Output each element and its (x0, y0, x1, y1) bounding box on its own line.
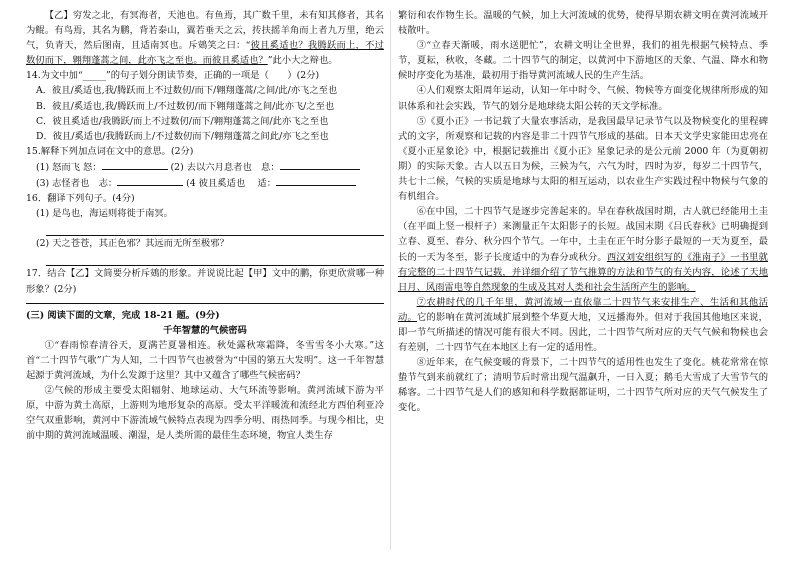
article-para-2: ②气候的形成主要受太阳辐射、地球运动、大气环流等影响。黄河流域下游为平原，中游为黄土高原，上游则为地形复杂的高原。受太平洋暖流和流经北方西伯利亚冷空气双重影响，黄河中下游流域气候特点表现为四季分明、雨热同季。与现今相比，史前中期的黄河流域温暖、潮湿，是人类所需的最佳生态环境，物宜人类生存 (26, 385, 384, 442)
q15-item-3: (3) 志怪者也 志： (36, 178, 118, 190)
option-a[interactable]: A．彼且/奚适也,我/腾跃而上不过数仞/而下/翱翔蓬蒿/之间/此/亦飞之至也 (36, 85, 338, 97)
answer-blank[interactable] (102, 159, 168, 170)
question-15: 15.解释下列加点词在文中的意思。(2分) (26, 145, 194, 157)
question-16-item-1: (1) 是鸟也，海运则将徙于南冥。 (36, 208, 173, 220)
question-14: 14.为文中加“_____”的句子划分朗读节奏，正确的一项是（ ）(2分) (26, 70, 320, 82)
right-column (398, 8, 768, 416)
option-b[interactable]: B．彼且/奚适也,我/腾跃而上/不过数仞/而下翱翔蓬蒿之间/此亦飞/之至也 (36, 100, 335, 112)
article-para-6 (398, 204, 768, 295)
section-3-heading: (三) 阅读下面的文章，完成 18-21 题。(9分) (26, 309, 220, 321)
para-7-text: 它的影响在黄河流域扩展到整个华夏大地，又远播海外。但对于我国其他地区来说，即一节气所描述的情况可能有很大不同。因此，二十四节气所对应的天气气候和物候也会有差别，二十四节气在本地区上有一定的适用性。 (398, 311, 768, 354)
q15-item-2: (2) 去以六月息者也 息： (170, 161, 280, 173)
article-para-3: ③“立春天渐暖，雨水送肥忙”，农耕文明让全世界，我们的祖先根据气候特点、季节，夏耘，秋收，冬藏。二十四节气的制定，以黄河中下游地区的天象、气温、降水和物候时序变化为基准，最初用于指导黄河流域人民的生产生活。 (398, 40, 768, 82)
question-15-row-2 (26, 175, 384, 191)
para-6-text: ⑥在中国，二十四节气是逐步完善起来的。早在春秋战国时期，古人就已经能用土圭（在平面上竖一根杆子）来测量正午太阳影子的长短。战国末期《吕氏春秋》已明确提到立春、夏至、春分、秋分四个节气。一年中，土圭在正午时分影子最短的一天为夏至，最长的一天为冬至，影子长度适中的为春分或秋分。 (398, 206, 768, 263)
article-para-1: ①“春雨惊春清谷天，夏满芒夏暑相连。秋处露秋寒霜降，冬雪雪冬小大寒。”这首“二十四节气歌”广为人知，二十四节气也被誉为“中国的第五大发明”。这一千年智慧起源于黄河流域，为什么发源于这里？其中又蕴含了哪些气候密码？ (26, 339, 384, 381)
answer-blank[interactable] (117, 175, 183, 186)
passage-yi (26, 8, 384, 68)
question-16: 16．翻译下列句子。(4分) (26, 193, 135, 205)
article-para-2-cont: 繁衍和农作物生长。温暖的气候，加上大河流域的优势，使得早期农耕文明在黄河流域开枝散叶。 (398, 10, 768, 37)
answer-blank[interactable] (276, 175, 356, 186)
answer-line[interactable] (46, 221, 384, 236)
article-para-5: ⑤《夏小正》一书记载了大量农事活动，是我国最早记录节气以及物候变化的里程碑式的文字，所观察和记载的内容是非二十四节气形成的基础。日本天文学史家能田忠亮在《夏小正星象论》中，根据记载推出《夏小正》星象记录的是公元前 2000 年（为夏朝初期）的实际天象。古人以五日为候，三候为气，六气为时，四时为岁，每岁二十四节气，共七十二候，气候的实质是地球与太阳的相互运动，以农业生产实践过程中物候与气象的有机组合。 (398, 115, 768, 203)
passage-yi-text: 【乙】穷发之北，有冥海者，天池也。有鱼焉，其广数千里，未有知其修者，其名为鲲。有鸟焉，其名为鹏，背若泰山，翼若垂天之云，抟扶摇羊角而上者九万里，绝云气，负青天，然后图南，且适南冥也。斥鴳笑之曰：“ (26, 10, 384, 52)
option-d[interactable]: D．彼且/奚适也/我腾跃而上/不过数仞而下/翱翔蓬蒿之间此/亦飞之至也 (36, 130, 329, 142)
question-15-row-1 (26, 159, 384, 175)
question-17: 17．结合【乙】文简要分析斥鴳的形象。并说说比起【甲】文中的鹏，你更欣赏哪一种形象？(2分) (26, 268, 384, 295)
para-7-underlined: ⑦农耕时代的几千年里，黄河流域一直依靠二十四节气来安排生产、生活和其他活动。 (398, 296, 768, 323)
left-column (26, 8, 384, 443)
q15-item-1: (1) 怒而飞 怒： (36, 161, 102, 173)
article-para-4: ④人们观察太阳周年运动，认知一年中时令、气候、物候等方面变化规律所形成的知识体系和社会实践，节气的划分是地球绕太阳公转的天文学标准。 (398, 85, 768, 112)
article-para-8: ⑧近年来，在气候变暖的背景下，二十四节气的适用性也发生了变化。桃花常常在惊蛰节气到来前就红了；清明节后时常出现气温飙升，一日入夏；鹅毛大雪成了大雪节气的稀客。二十四节气是人们的感知和科学数据都证明，二十四节气所对应的天气气候发生了变化。 (398, 357, 768, 414)
answer-line[interactable] (46, 251, 384, 266)
q15-item-4: (4 彼且奚适也 适： (186, 178, 276, 190)
option-c[interactable]: C．彼且奚适也/我腾跃/而上不过数仞/而下/翱翔蓬蒿之间/此亦飞之至也 (36, 115, 329, 127)
para-6-underlined: 西汉刘安组织写的《淮南子》一书里就有完整的二十四节气记载，并详细介绍了节气推算的方法和节气的有关内容，论述了天地日月、风雨雷电等自然现象的生成及其对人类和社会生活所产生的影响。 (398, 251, 768, 293)
question-16-item-2: (2) 天之苍苍，其正色邪？其远而无所至极邪？ (36, 238, 229, 250)
passage-yi-underlined: 彼且奚适也？我腾跃而上，不过数仞而下，翱翔蓬蒿之间，此亦飞之至也。而彼且奚适也？ (26, 40, 384, 67)
passage-yi-end: ”此小大之辩也。 (267, 55, 338, 67)
column-divider (390, 10, 391, 550)
article-para-7 (398, 295, 768, 355)
article-title: 千年智慧的气候密码 (163, 324, 247, 336)
answer-blank[interactable] (280, 159, 360, 170)
answer-line[interactable] (26, 303, 384, 304)
